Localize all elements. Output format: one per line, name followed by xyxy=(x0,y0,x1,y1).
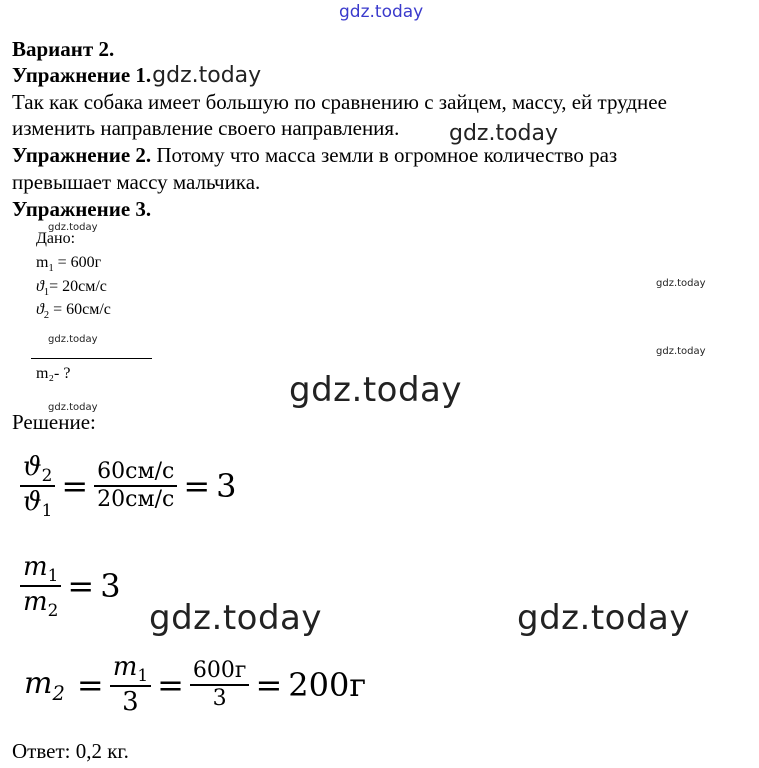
velocity-values-numerator: 60см/с xyxy=(97,459,175,485)
formula-m2-result xyxy=(24,652,372,719)
given-v2-symbol: ϑ xyxy=(36,301,44,318)
m2-lhs-symbol: m xyxy=(24,665,53,701)
mass-ratio-fraction xyxy=(20,552,61,621)
v1-subscript: 1 xyxy=(41,500,53,521)
watermark-small-right-2: gdz.today xyxy=(656,346,706,357)
given-m1-symbol: m xyxy=(36,254,49,271)
m2-lhs-subscript: 2 xyxy=(52,681,65,705)
velocity-ratio-result: 3 xyxy=(216,467,237,506)
m1-subscript: 1 xyxy=(137,665,149,686)
v2-symbol: ϑ xyxy=(23,452,42,482)
m1-symbol: m xyxy=(112,652,138,682)
600-over-3-numerator: 600г xyxy=(192,657,247,683)
equals-sign: = xyxy=(183,467,211,506)
given-m1-subscript: 1 xyxy=(48,263,54,275)
watermark-small-given: gdz.today xyxy=(48,222,98,233)
given-v2-value: = 60см/с xyxy=(49,301,111,318)
exercise1-title: Упражнение 1. xyxy=(12,63,152,87)
given-m1-value: = 600г xyxy=(53,254,102,271)
mass-ratio-result: 3 xyxy=(100,567,121,606)
velocity-values-denominator: 20см/с xyxy=(97,487,175,513)
600-over-3-denominator: 3 xyxy=(212,686,227,712)
watermark-top: gdz.today xyxy=(339,2,424,22)
m2-result-value: 200г xyxy=(288,666,367,705)
exercise1-line1: Так как собака имеет большую по сравнению с зайцем, массу, ей труднее xyxy=(12,90,667,114)
formula-mass-ratio xyxy=(20,552,127,621)
v1-symbol: ϑ xyxy=(23,487,42,518)
exercise2-title: Упражнение 2. xyxy=(12,143,152,167)
m1-over-3-numerator xyxy=(110,652,151,685)
exercise2-line1: Потому что масса земли в огромное количество раз xyxy=(151,143,618,167)
equals-sign: = xyxy=(255,666,283,705)
given-v1-subscript: 1 xyxy=(43,287,50,299)
mass-ratio-numerator xyxy=(20,552,61,585)
given-v1-symbol: ϑ xyxy=(36,278,44,295)
watermark-ex1: gdz.today xyxy=(449,121,559,146)
exercise1-title-row xyxy=(12,62,261,89)
formula-velocity-ratio xyxy=(20,452,243,521)
600-over-3-fraction xyxy=(190,658,250,713)
given-divider xyxy=(31,358,152,359)
given-v2 xyxy=(36,300,111,326)
answer: Ответ: 0,2 кг. xyxy=(12,739,129,763)
exercise2-line1-row xyxy=(12,142,617,168)
given-m1 xyxy=(36,253,101,279)
m1-over-3-denominator: 3 xyxy=(122,687,139,718)
m1-symbol: m xyxy=(23,552,48,582)
mass-ratio-denominator xyxy=(20,587,61,620)
given-v1-value: = 20см/с xyxy=(49,278,107,295)
given-heading: Дано: xyxy=(36,230,76,247)
m2-subscript: 2 xyxy=(47,600,59,621)
solution-label: Решение: xyxy=(12,410,96,434)
velocity-ratio-denominator xyxy=(20,487,55,520)
velocity-values-fraction xyxy=(94,459,177,514)
exercise3-title: Упражнение 3. xyxy=(12,197,152,221)
velocity-ratio-fraction xyxy=(20,452,55,521)
v2-subscript: 2 xyxy=(41,465,53,486)
exercise1-line2: изменить направление своего направления. xyxy=(12,116,400,140)
watermark-small-solution: gdz.today xyxy=(48,402,98,413)
watermark-small-right-1: gdz.today xyxy=(656,278,706,289)
m1-subscript: 1 xyxy=(47,565,59,586)
equals-sign: = xyxy=(61,467,89,506)
equals-sign: = xyxy=(67,567,95,606)
m2-lhs xyxy=(24,665,71,705)
given-find: m₂- ? xyxy=(36,365,71,382)
velocity-ratio-numerator xyxy=(20,452,55,485)
variant-heading: Вариант 2. xyxy=(12,37,115,61)
watermark-ex1-title: gdz.today xyxy=(152,63,262,88)
m2-symbol: m xyxy=(23,587,48,618)
given-v2-subscript: 2 xyxy=(43,310,50,322)
watermark-center: gdz.today xyxy=(289,370,462,410)
exercise2-line2: превышает массу мальчика. xyxy=(12,170,261,194)
watermark-bottom-right: gdz.today xyxy=(517,598,690,638)
watermark-bottom-left: gdz.today xyxy=(149,598,322,638)
watermark-small-given-2: gdz.today xyxy=(48,334,98,345)
equals-sign: = xyxy=(157,666,184,705)
equals-sign: = xyxy=(76,666,104,705)
m1-over-3-fraction xyxy=(110,652,151,719)
